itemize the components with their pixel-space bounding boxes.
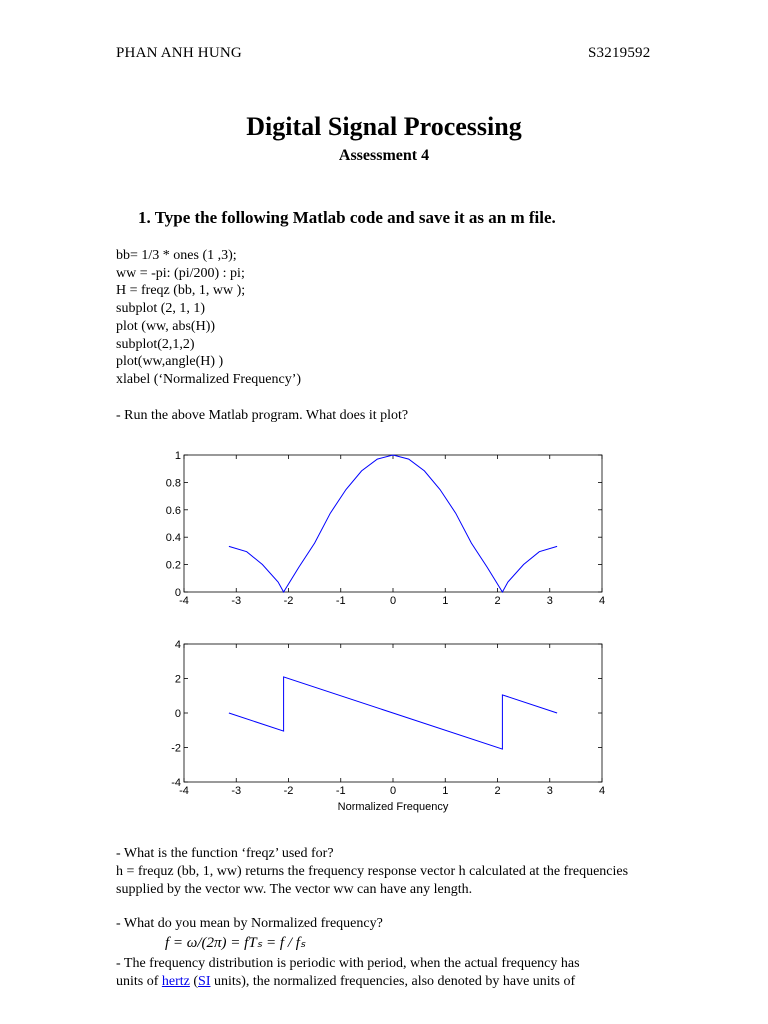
x-tick-label: 4 [598, 595, 606, 607]
y-tick-label: 0.6 [165, 504, 181, 517]
code-line: ww = -pi: (pi/200) : pi; [116, 265, 245, 281]
normalized-frequency-question: - What do you mean by Normalized frequency? [116, 916, 383, 931]
text-fragment: units of [116, 974, 162, 989]
y-tick-label: 0.8 [165, 477, 181, 490]
code-line: subplot(2,1,2) [116, 336, 195, 352]
y-tick-label: 2 [174, 673, 181, 686]
code-line: plot (ww, abs(H)) [116, 318, 216, 334]
y-tick-label: 0.2 [165, 559, 181, 572]
code-line: plot(ww,angle(H) ) [116, 354, 224, 370]
x-tick-label: -4 [179, 785, 189, 797]
x-tick-label: 2 [494, 595, 501, 607]
x-tick-label: 1 [442, 595, 449, 607]
normalized-frequency-formula: f = ω/(2π) = fTₛ = f / fₛ [165, 935, 306, 951]
si-link[interactable]: SI [198, 974, 211, 989]
code-line: xlabel (‘Normalized Frequency’) [116, 371, 302, 387]
x-tick-label: 1 [442, 785, 449, 797]
x-tick-label: -1 [335, 595, 346, 607]
x-tick-label: 2 [494, 785, 501, 797]
document-title: Digital Signal Processing [246, 112, 522, 141]
y-tick-label: 0 [174, 587, 181, 599]
y-tick-label: 0.4 [165, 532, 181, 545]
y-tick-label: -2 [171, 742, 181, 755]
x-tick-label: 0 [389, 595, 397, 607]
phase-plot [171, 639, 605, 813]
code-line: subplot (2, 1, 1) [116, 301, 206, 317]
x-axis-label: Normalized Frequency [337, 801, 449, 813]
x-tick-label: -2 [283, 595, 294, 607]
y-tick-label: 4 [174, 639, 181, 651]
y-tick-label: 1 [174, 450, 181, 462]
code-line: H = freqz (bb, 1, ww ); [116, 283, 246, 299]
hertz-link[interactable]: hertz [161, 974, 190, 989]
text-fragment: ( [189, 974, 199, 989]
y-tick-label: 0 [174, 708, 181, 720]
periodic-text-line-1: - The frequency distribution is periodic with period, when the actual frequency has [116, 956, 580, 971]
x-tick-label: -3 [231, 785, 242, 797]
y-tick-label: -4 [171, 777, 181, 789]
text-fragment: units), the normalized frequencies, also denoted by have units of [210, 974, 576, 989]
x-tick-label: -1 [335, 785, 346, 797]
x-tick-label: 3 [546, 785, 553, 797]
code-line: bb= 1/3 * ones (1 ,3); [116, 248, 237, 263]
periodic-text-line-2 [116, 973, 575, 991]
freqz-question: - What is the function ‘freqz’ used for? [116, 846, 334, 861]
x-tick-label: -2 [283, 785, 294, 797]
student-id: S3219592 [588, 45, 651, 61]
document-subtitle: Assessment 4 [338, 147, 430, 164]
axes-frame [184, 455, 602, 592]
x-tick-label: -3 [231, 595, 242, 607]
x-tick-label: 3 [546, 595, 553, 607]
author-name: PHAN ANH HUNG [116, 45, 242, 61]
magnitude-plot [166, 450, 605, 607]
question-1-heading: 1. Type the following Matlab code and save it as an m file. [138, 208, 556, 227]
x-tick-label: 0 [389, 785, 397, 797]
run-question: - Run the above Matlab program. What does it plot? [116, 408, 409, 423]
x-tick-label: -4 [179, 595, 189, 607]
freqz-answer: h = frequz (bb, 1, ww) returns the frequency response vector h calculated at the frequencies supplied by the vector ww. The vector ww can have any length. [116, 864, 629, 897]
x-tick-label: 4 [598, 785, 606, 797]
